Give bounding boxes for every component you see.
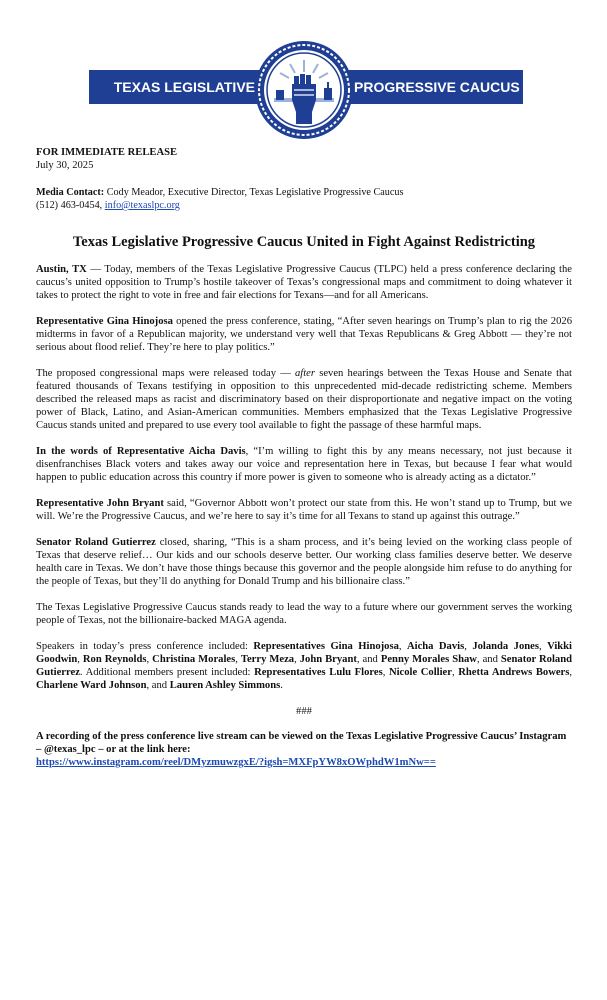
speaker-name: Rhetta Andrews Bowers — [458, 667, 570, 678]
caucus-seal-icon — [254, 40, 354, 140]
speakers-text: , — [451, 667, 459, 678]
paragraph-davis-text: , “I’m willing to fight this by any means necessary, not just because it disenfranchises Black voters and takes away our voice and representation here in Texas, but because I fear what would happen to public education across this country if more power is given to someone who is already acting as a dictator.” — [36, 446, 572, 483]
speakers-text: , — [569, 667, 573, 678]
paragraph-closing: The Texas Legislative Progressive Caucus stands ready to lead the way to a future where our government serves the working people of Texas, not the billionaire-backed MAGA agenda. — [36, 602, 572, 626]
release-date: July 30, 2025 — [36, 160, 94, 171]
paragraph-hinojosa — [36, 315, 572, 354]
speakers-text: , and — [476, 654, 501, 665]
letterhead — [0, 0, 607, 140]
speaker-hinojosa: Representative Gina Hinojosa — [36, 316, 173, 327]
media-contact-phone: (512) 463-0454, — [36, 200, 105, 211]
speaker-name: Penny Morales Shaw — [380, 654, 477, 665]
speakers-text: , — [538, 641, 548, 652]
speakers-text: , and — [146, 680, 170, 691]
speakers-text: , and — [356, 654, 381, 665]
paragraph-hinojosa-text: opened the press conference, stating, “After seven hearings on Trump’s plan to rig the 2026 midterms in favor of a Republican majority, we understand very well that Texas Republicans & Greg Abbott — they’re not serious about flood relief. They’re here to play politics.” — [36, 316, 572, 353]
speakers-text: Speakers in today’s press conference included: — [36, 641, 254, 652]
paragraph-intro — [36, 263, 572, 302]
banner-right: PROGRESSIVE CAUCUS — [340, 70, 523, 104]
release-label: FOR IMMEDIATE RELEASE — [36, 147, 178, 158]
speakers-text: , — [77, 654, 83, 665]
speaker-name: Lauren Ashley Simmons — [169, 680, 281, 691]
speakers-text: , — [294, 654, 300, 665]
speaker-bryant: Representative John Bryant — [36, 498, 164, 509]
media-contact — [36, 186, 572, 212]
speaker-name: Ron Reynolds — [82, 654, 147, 665]
dateline: Austin, TX — [36, 264, 87, 275]
banner-left: TEXAS LEGISLATIVE — [89, 70, 267, 104]
media-contact-email-link[interactable]: info@texaslpc.org — [104, 200, 180, 211]
speaker-name: Christina Morales — [152, 654, 236, 665]
paragraph-maps-text-a: The proposed congressional maps were released today — — [36, 368, 295, 379]
media-contact-name: Cody Meador, Executive Director, Texas Legislative Progressive Caucus — [104, 187, 404, 198]
speakers-text: , — [146, 654, 153, 665]
paragraph-bryant-text: said, “Governor Abbott won’t protect our state from this. He won’t stand up to Trump, but we will. We’re the Progressive Caucus, and we’re here to say it’s time for all Texans to stand up against this outrage.” — [36, 498, 572, 522]
media-contact-label: Media Contact: — [36, 187, 105, 198]
speaker-name: John Bryant — [299, 654, 357, 665]
paragraph-maps-emphasis: after — [295, 368, 316, 379]
release-title: Texas Legislative Progressive Caucus United in Fight Against Redistricting — [72, 234, 536, 250]
speaker-name: Terry Meza — [240, 654, 295, 665]
paragraph-davis — [36, 445, 572, 484]
paragraph-maps-text-b: seven hearings between the Texas House and Senate that featured thousands of Texans testifying in opposition to this unprecedented mid-decade redistricting scheme. Members described the released maps as racist and discriminatory based on their disproportionate and negative impact on the voting power of Black, Latino, and Asian-American communities. Members emphasized that the Texas Legislative Progressive Caucus stands united and prepared to use every tool available to fight the passage of these harmful maps. — [36, 368, 572, 431]
speaker-name: Aicha Davis — [406, 641, 465, 652]
paragraph-intro-text: — Today, members of the Texas Legislative Progressive Caucus (TLPC) held a press conference declaring the caucus’s united opposition to Trump’s hostile takeover of Texas’s congressional maps and commitment to doing whatever it takes to protect the right to vote in free and fair elections for Texans—and for all Americans. — [36, 264, 572, 301]
end-separator: ### — [296, 706, 312, 717]
speaker-gutierrez: Senator Roland Gutierrez — [36, 537, 156, 548]
press-release — [36, 140, 572, 769]
speaker-name: Charlene Ward Johnson — [36, 680, 147, 691]
paragraph-gutierrez — [36, 536, 572, 588]
speaker-name: Vikki Goodwin — [36, 641, 573, 665]
speaker-name: Representatives Gina Hinojosa — [253, 641, 399, 652]
paragraph-gutierrez-text: closed, sharing, “This is a sham process, and it’s being levied on the working class people of Texas that deserve relief… Our kids and our schools deserve better. Our working class families deserve better. We deserve health care in Texas. We don’t have those things because this governor and the people alongside him refuse to do anything for the people of Texas, but they’ll do anything for Donald Trump and his billionaire class.” — [36, 537, 572, 587]
speakers-text: , — [398, 641, 407, 652]
paragraph-maps — [36, 367, 572, 432]
speakers-text: , — [464, 641, 473, 652]
paragraph-bryant — [36, 497, 572, 523]
recording-note: A recording of the press conference live stream can be viewed on the Texas Legislative Progressive Caucus’ Instagram – @texas_lpc – or at the link here: — [36, 731, 567, 755]
speakers-text: , — [235, 654, 241, 665]
speaker-name: Nicole Collier — [388, 667, 452, 678]
speakers-text: . — [280, 680, 283, 691]
instagram-recording-link[interactable]: https://www.instagram.com/reel/DMyzmuwzgxE/?igsh=MXFpYW8xOWphdW1mNw== — [36, 757, 436, 768]
speakers-text: , — [382, 667, 389, 678]
speaker-davis: In the words of Representative Aicha Davis — [36, 446, 246, 457]
speaker-name: Representatives Lulu Flores — [254, 667, 383, 678]
paragraph-speakers — [36, 640, 572, 692]
speaker-name: Senator Roland Gutierrez — [36, 654, 572, 678]
speaker-name: Jolanda Jones — [472, 641, 539, 652]
recording-link-line — [36, 756, 572, 769]
speakers-text: . Additional members present included: — [79, 667, 255, 678]
